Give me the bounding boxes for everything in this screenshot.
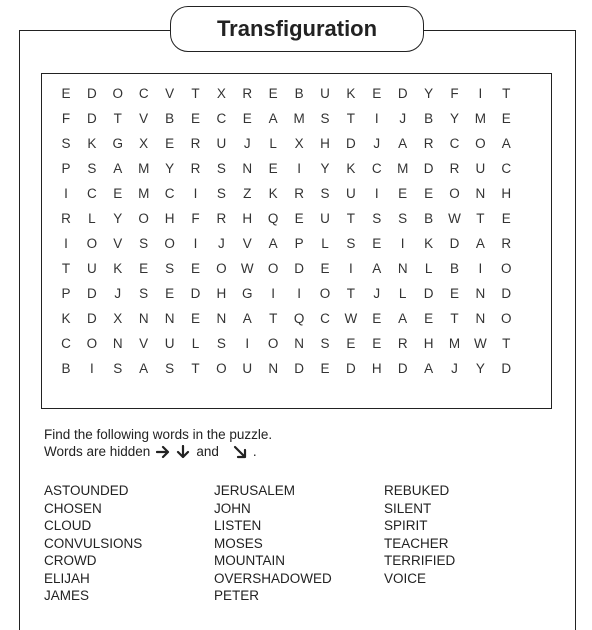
word-list-item: ASTOUNDED	[44, 483, 129, 498]
grid-letter[interactable]: E	[372, 311, 382, 326]
grid-letter[interactable]: M	[448, 336, 461, 351]
grid-letter[interactable]: E	[398, 186, 408, 201]
grid-letter[interactable]: B	[61, 361, 71, 376]
grid-letter[interactable]: S	[216, 336, 226, 351]
right-arrow-icon	[156, 445, 170, 459]
grid-letter[interactable]: E	[346, 336, 356, 351]
grid-letter[interactable]: C	[164, 186, 175, 201]
title-text: Transfiguration	[216, 16, 378, 41]
grid-letter[interactable]: K	[113, 261, 123, 276]
grid-letter[interactable]: Y	[113, 211, 123, 226]
grid-letter[interactable]: H	[242, 211, 253, 226]
grid-letter[interactable]: R	[423, 136, 434, 151]
grid-letter[interactable]: O	[501, 311, 512, 326]
grid-letter[interactable]: D	[397, 361, 408, 376]
grid-letter[interactable]: P	[61, 161, 71, 176]
grid-letter[interactable]: R	[449, 161, 460, 176]
period-mark: .	[252, 444, 257, 459]
grid-letter[interactable]: E	[190, 111, 200, 126]
grid-letter[interactable]: A	[268, 236, 278, 251]
grid-letter[interactable]: S	[216, 186, 226, 201]
diagonal-down-right-arrow-icon	[233, 445, 247, 459]
grid-letter[interactable]: K	[346, 161, 356, 176]
grid-letter[interactable]: B	[449, 261, 459, 276]
grid-letter[interactable]: H	[216, 286, 227, 301]
grid-letter[interactable]: O	[449, 186, 460, 201]
grid-letter[interactable]: B	[294, 86, 304, 101]
grid-letter[interactable]: J	[451, 361, 458, 376]
grid-letter[interactable]: B	[424, 111, 434, 126]
grid-letter[interactable]: D	[190, 286, 201, 301]
grid-letter[interactable]: E	[268, 161, 278, 176]
grid-letter[interactable]: S	[372, 211, 382, 226]
word-list-item: CROWD	[44, 553, 97, 568]
grid-letter[interactable]: O	[138, 211, 149, 226]
grid-letter[interactable]: L	[191, 336, 200, 351]
grid-letter[interactable]: T	[346, 111, 356, 126]
grid-letter[interactable]: Y	[449, 111, 459, 126]
word-list-item: OVERSHADOWED	[214, 570, 332, 586]
grid-letter[interactable]: N	[164, 311, 175, 326]
grid-letter[interactable]: I	[349, 261, 353, 276]
word-list-item: TERRIFIED	[384, 553, 456, 568]
grid-letter[interactable]: E	[424, 186, 434, 201]
grid-letter[interactable]: S	[61, 136, 71, 151]
grid-letter[interactable]: E	[372, 236, 382, 251]
grid-letter[interactable]: D	[87, 286, 97, 301]
grid-letter[interactable]: C	[501, 161, 512, 176]
grid-letter[interactable]: K	[424, 236, 434, 251]
grid-letter[interactable]: E	[294, 211, 304, 226]
word-list-item: SILENT	[384, 500, 432, 516]
grid-letter[interactable]: M	[138, 161, 150, 176]
grid-letter[interactable]: I	[374, 186, 379, 201]
grid-letter[interactable]: O	[267, 336, 279, 351]
down-arrow-icon	[176, 445, 190, 459]
word-list-item: PETER	[214, 588, 260, 603]
grid-letter[interactable]: D	[294, 361, 304, 376]
grid-letter[interactable]: R	[61, 211, 71, 226]
grid-letter[interactable]: E	[190, 261, 200, 276]
grid-letter[interactable]: L	[88, 211, 96, 226]
grid-letter[interactable]: I	[374, 111, 379, 126]
word-list-item: SPIRIT	[384, 518, 428, 533]
grid-letter[interactable]: X	[294, 136, 304, 151]
grid-letter[interactable]: O	[216, 261, 227, 276]
instructions-line-2	[44, 443, 272, 460]
grid-letter[interactable]: U	[242, 361, 253, 376]
grid-letter[interactable]: U	[346, 186, 356, 201]
grid-letter[interactable]: E	[242, 111, 252, 126]
grid-letter[interactable]: O	[86, 336, 98, 351]
grid-letter[interactable]: I	[64, 236, 68, 251]
grid-letter[interactable]: E	[449, 286, 459, 301]
grid-row	[42, 107, 551, 131]
grid-letter[interactable]: I	[64, 186, 68, 201]
grid-letter[interactable]: T	[450, 311, 459, 326]
grid-letter[interactable]: W	[474, 336, 487, 351]
grid-letter[interactable]: D	[501, 286, 512, 301]
grid-letter[interactable]: N	[242, 161, 253, 176]
grid-letter[interactable]: E	[139, 261, 149, 276]
grid-letter[interactable]: S	[320, 336, 330, 351]
grid-letter[interactable]: E	[61, 86, 71, 101]
grid-letter[interactable]: T	[346, 286, 356, 301]
word-list-column-1	[44, 482, 142, 605]
hidden-directions-label: Words are hidden	[44, 444, 151, 459]
grid-letter[interactable]: F	[191, 211, 200, 226]
grid-letter[interactable]: R	[501, 236, 512, 251]
grid-letter[interactable]: J	[218, 236, 225, 251]
grid-letter[interactable]: W	[448, 211, 461, 226]
grid-letter[interactable]: D	[346, 361, 356, 376]
word-list-item: CLOUD	[44, 518, 92, 533]
grid-letter[interactable]: S	[398, 211, 408, 226]
grid-letter[interactable]: D	[449, 236, 460, 251]
grid-letter[interactable]: O	[319, 286, 331, 301]
page-title	[170, 6, 424, 52]
grid-letter[interactable]: C	[449, 136, 460, 151]
grid-letter[interactable]: P	[61, 286, 71, 301]
grid-letter[interactable]: S	[165, 261, 175, 276]
grid-letter[interactable]: Z	[243, 186, 252, 201]
grid-letter[interactable]: W	[240, 261, 254, 276]
grid-letter[interactable]: V	[139, 336, 149, 351]
grid-letter[interactable]: R	[190, 136, 201, 151]
grid-letter[interactable]: I	[193, 186, 198, 201]
grid-letter[interactable]: V	[139, 111, 149, 126]
grid-letter[interactable]: U	[216, 136, 227, 151]
grid-letter[interactable]: T	[269, 311, 278, 326]
grid-letter[interactable]: U	[320, 86, 330, 101]
grid-letter[interactable]: S	[87, 161, 97, 176]
grid-letter[interactable]: B	[165, 111, 175, 126]
grid-letter[interactable]: A	[424, 361, 434, 376]
grid-letter[interactable]: R	[397, 336, 408, 351]
grid-letter[interactable]: E	[501, 211, 511, 226]
grid-letter[interactable]: E	[268, 86, 278, 101]
grid-letter[interactable]: N	[397, 261, 408, 276]
grid-letter[interactable]: K	[61, 311, 71, 326]
word-list-item: MOSES	[214, 535, 263, 551]
word-list-item: JERUSALEM	[214, 483, 296, 498]
grid-letter[interactable]: Q	[267, 211, 279, 226]
grid-letter[interactable]: O	[164, 236, 175, 251]
grid-letter[interactable]: A	[501, 136, 511, 151]
word-list-item: ELIJAH	[44, 570, 90, 586]
grid-letter[interactable]: H	[501, 186, 512, 201]
grid-letter[interactable]: V	[113, 236, 123, 251]
word-list-item: JAMES	[44, 588, 90, 603]
grid-letter[interactable]: Y	[165, 161, 175, 176]
grid-letter[interactable]: C	[371, 161, 382, 176]
grid-letter[interactable]: A	[268, 111, 278, 126]
grid-letter[interactable]: B	[424, 211, 434, 226]
grid-row	[42, 232, 551, 256]
grid-letter[interactable]: T	[61, 261, 71, 276]
grid-letter[interactable]: O	[86, 236, 98, 251]
grid-letter[interactable]: N	[475, 186, 486, 201]
grid-letter[interactable]: T	[476, 211, 485, 226]
grid-letter[interactable]: S	[216, 161, 226, 176]
grid-letter[interactable]: Q	[293, 311, 305, 326]
grid-letter[interactable]: C	[138, 86, 149, 101]
grid-letter[interactable]: T	[113, 111, 122, 126]
grid-letter[interactable]: H	[164, 211, 175, 226]
grid-letter[interactable]: X	[113, 311, 123, 326]
grid-letter[interactable]: V	[242, 236, 252, 251]
grid-letter[interactable]: H	[371, 361, 382, 376]
grid-letter[interactable]: U	[320, 211, 330, 226]
grid-letter[interactable]: T	[502, 336, 511, 351]
grid-letter[interactable]: O	[267, 261, 279, 276]
grid-letter[interactable]: N	[475, 311, 486, 326]
grid-letter[interactable]: C	[61, 336, 71, 351]
grid-letter[interactable]: Y	[475, 361, 485, 376]
grid-letter[interactable]: E	[372, 336, 382, 351]
grid-letter[interactable]: E	[501, 111, 511, 126]
word-list-item: REBUKED	[384, 483, 450, 498]
grid-letter[interactable]: O	[216, 361, 227, 376]
grid-letter[interactable]: D	[87, 311, 97, 326]
grid-letter[interactable]: I	[478, 261, 483, 276]
grid-letter[interactable]: F	[450, 86, 459, 101]
grid-letter[interactable]: H	[320, 136, 330, 151]
grid-letter[interactable]: G	[112, 136, 124, 151]
grid-letter[interactable]: T	[502, 86, 511, 101]
grid-letter[interactable]: Y	[424, 86, 434, 101]
grid-letter[interactable]: D	[346, 136, 356, 151]
grid-letter[interactable]: A	[242, 311, 252, 326]
grid-row	[42, 257, 551, 281]
grid-letter[interactable]: D	[501, 361, 512, 376]
word-list-item: MOUNTAIN	[214, 553, 285, 568]
grid-letter[interactable]: R	[216, 211, 227, 226]
grid-letter[interactable]: P	[294, 236, 304, 251]
and-label: and	[196, 444, 219, 459]
grid-letter[interactable]: X	[216, 86, 226, 101]
word-list-item: VOICE	[384, 570, 427, 586]
grid-letter[interactable]: D	[423, 161, 434, 176]
grid-letter[interactable]: R	[294, 186, 304, 201]
grid-letter[interactable]: L	[398, 286, 407, 301]
grid-letter[interactable]: S	[320, 186, 330, 201]
grid-letter[interactable]: J	[373, 136, 381, 151]
grid-letter[interactable]: S	[346, 236, 356, 251]
grid-letter[interactable]: D	[294, 261, 304, 276]
grid-letter[interactable]: E	[320, 261, 330, 276]
grid-row	[42, 207, 551, 231]
grid-letter[interactable]: C	[320, 311, 330, 326]
grid-letter[interactable]: N	[216, 311, 227, 326]
grid-row	[42, 82, 551, 106]
grid-letter[interactable]: U	[164, 336, 175, 351]
grid-row	[42, 332, 551, 356]
grid-letter[interactable]: J	[373, 286, 381, 301]
grid-row	[42, 157, 551, 181]
grid-row	[42, 307, 551, 331]
grid-letter[interactable]: J	[399, 111, 407, 126]
grid-letter[interactable]: T	[346, 211, 356, 226]
grid-letter[interactable]: E	[113, 186, 123, 201]
grid-letter[interactable]: L	[269, 136, 277, 151]
grid-letter[interactable]: I	[478, 86, 483, 101]
word-list-item: TEACHER	[384, 535, 449, 551]
grid-letter[interactable]: N	[138, 311, 149, 326]
grid-letter[interactable]: M	[138, 186, 150, 201]
grid-letter[interactable]: N	[268, 361, 279, 376]
grid-letter[interactable]: E	[320, 361, 330, 376]
grid-letter[interactable]: V	[165, 86, 175, 101]
grid-letter[interactable]: O	[112, 86, 124, 101]
grid-letter[interactable]: K	[87, 136, 97, 151]
word-list-item: LISTEN	[214, 518, 262, 533]
grid-letter[interactable]: S	[320, 111, 330, 126]
grid-letter[interactable]: K	[346, 86, 356, 101]
grid-letter[interactable]: E	[165, 136, 175, 151]
grid-letter[interactable]: L	[321, 236, 329, 251]
grid-letter[interactable]: I	[297, 286, 301, 301]
grid-letter[interactable]: J	[243, 136, 251, 151]
word-list-item: CHOSEN	[44, 500, 102, 516]
grid-letter[interactable]: S	[139, 286, 149, 301]
grid-letter[interactable]: D	[423, 286, 434, 301]
grid-letter[interactable]: M	[474, 111, 487, 126]
word-list-column-3	[384, 482, 455, 587]
grid-letter[interactable]: S	[165, 361, 175, 376]
grid-row	[42, 182, 551, 206]
grid-letter[interactable]: F	[61, 111, 71, 126]
grid-letter[interactable]: G	[242, 286, 253, 301]
grid-row	[42, 132, 551, 156]
grid-letter[interactable]: E	[372, 86, 382, 101]
grid-letter[interactable]: M	[397, 161, 409, 176]
grid-letter[interactable]: A	[398, 136, 408, 151]
grid-letter[interactable]: H	[423, 336, 434, 351]
grid-letter[interactable]: O	[501, 261, 512, 276]
grid-letter[interactable]: E	[190, 311, 200, 326]
grid-letter[interactable]: A	[139, 361, 149, 376]
grid-letter[interactable]: T	[191, 361, 200, 376]
grid-letter[interactable]: A	[475, 236, 485, 251]
grid-letter[interactable]: D	[87, 111, 97, 126]
grid-letter[interactable]: N	[112, 336, 123, 351]
grid-letter[interactable]: U	[475, 161, 486, 176]
grid-letter[interactable]: I	[400, 236, 405, 251]
grid-letter[interactable]: O	[475, 136, 486, 151]
grid-letter[interactable]: R	[242, 86, 253, 101]
grid-letter[interactable]: W	[344, 311, 358, 326]
grid-letter[interactable]: S	[113, 361, 123, 376]
grid-letter[interactable]: M	[293, 111, 305, 126]
letter-grid	[41, 73, 552, 409]
grid-letter[interactable]: U	[87, 261, 97, 276]
grid-letter[interactable]: N	[294, 336, 304, 351]
grid-letter[interactable]: T	[191, 86, 200, 101]
grid-letter[interactable]: C	[216, 111, 227, 126]
word-list-column-2	[214, 482, 332, 605]
grid-letter[interactable]: L	[424, 261, 433, 276]
grid-letter[interactable]: Y	[320, 161, 330, 176]
grid-letter[interactable]: E	[165, 286, 175, 301]
grid-letter[interactable]: I	[193, 236, 198, 251]
grid-letter[interactable]: R	[190, 161, 201, 176]
grid-letter[interactable]: A	[113, 161, 123, 176]
grid-letter[interactable]: I	[245, 336, 250, 351]
grid-letter[interactable]: E	[424, 311, 434, 326]
grid-letter[interactable]: I	[271, 286, 276, 301]
grid-letter[interactable]: X	[139, 136, 149, 151]
word-list-item: CONVULSIONS	[44, 535, 143, 551]
grid-letter[interactable]: J	[114, 286, 122, 301]
grid-letter[interactable]: D	[87, 86, 97, 101]
word-list-item: JOHN	[214, 500, 251, 516]
grid-letter[interactable]: A	[398, 311, 408, 326]
grid-letter[interactable]: N	[475, 286, 486, 301]
grid-letter[interactable]: S	[139, 236, 149, 251]
grid-letter[interactable]: D	[397, 86, 408, 101]
grid-letter[interactable]: C	[87, 186, 97, 201]
grid-row	[42, 282, 551, 306]
grid-row	[42, 357, 551, 381]
grid-letter[interactable]: I	[297, 161, 301, 176]
grid-letter[interactable]: I	[90, 361, 94, 376]
instructions-line-1: Find the following words in the puzzle.	[44, 427, 273, 442]
grid-letter[interactable]: K	[268, 186, 278, 201]
instructions	[44, 426, 272, 460]
grid-letter[interactable]: A	[372, 261, 382, 276]
